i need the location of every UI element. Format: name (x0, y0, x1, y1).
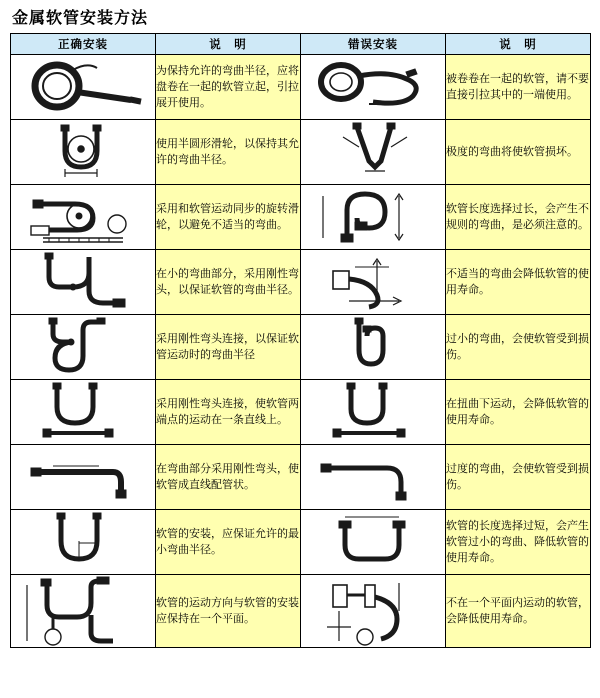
figure-cell-wrong (301, 120, 446, 185)
page-title: 金属软管安装方法 (12, 8, 149, 27)
figure-cell-wrong (301, 250, 446, 315)
hose-bent-sharp-v-icon (303, 121, 443, 183)
improper-tight-bend-at-fitting-icon (303, 251, 443, 313)
header-correct-installation: 正确安装 (11, 34, 156, 55)
hose-installation-table (10, 33, 591, 648)
description-wrong: 极度的弯曲将使软管损坏。 (446, 120, 591, 185)
figure-cell-wrong (301, 445, 446, 510)
description-wrong: 软管的长度选择过短，会产生软管过小的弯曲、降低软管的使用寿命。 (446, 510, 591, 575)
figure-cell-wrong (301, 575, 446, 648)
table-row (11, 380, 591, 445)
figure-cell-wrong (301, 510, 446, 575)
hose-min-bend-radius-u-loop-icon (13, 511, 153, 573)
description-wrong: 不适当的弯曲会降低软管的使用寿命。 (446, 250, 591, 315)
table-row (11, 575, 591, 648)
coiled-hose-pulled-from-coil-icon (303, 56, 443, 118)
rigid-elbow-straight-pipe-layout-icon (13, 446, 153, 508)
figure-cell-wrong (301, 55, 446, 120)
description-wrong: 不在一个平面内运动的软管，会降低使用寿命。 (446, 575, 591, 648)
description-correct: 使用半圆形滑轮，以保持其允许的弯曲半径。 (156, 120, 301, 185)
header-wrong-description: 说 明 (446, 34, 591, 55)
figure-cell-correct (11, 380, 156, 445)
description-wrong: 软管长度选择过长，会产生不规则的弯曲，是必须注意的。 (446, 185, 591, 250)
description-correct: 在弯曲部分采用刚性弯头，使软管成直线配管状。 (156, 445, 301, 510)
rigid-elbow-connection-u-shape-icon (13, 316, 153, 378)
hose-too-long-small-bend-radius-icon (303, 511, 443, 573)
description-correct: 采用刚性弯头连接，使软管两端点的运动在一条直线上。 (156, 380, 301, 445)
excessive-bend-at-corner-icon (303, 446, 443, 508)
figure-cell-correct (11, 315, 156, 380)
figure-cell-correct (11, 185, 156, 250)
table-row (11, 510, 591, 575)
hose-over-semicircular-sheave-icon (13, 121, 153, 183)
description-wrong: 过度的弯曲，会使软管受到损伤。 (446, 445, 591, 510)
hose-twisted-under-motion-icon (303, 381, 443, 443)
table-header-row (11, 34, 591, 55)
table-row (11, 55, 591, 120)
description-correct: 在小的弯曲部分，采用刚性弯头，以保证软管的弯曲半径。 (156, 250, 301, 315)
table-row (11, 185, 591, 250)
hose-with-rotating-sheave-chain-icon (13, 186, 153, 248)
figure-cell-correct (11, 250, 156, 315)
description-wrong: 被卷卷在一起的软管，请不要直接引拉其中的一端使用。 (446, 55, 591, 120)
table-row (11, 445, 591, 510)
figure-cell-correct (11, 55, 156, 120)
figure-cell-wrong (301, 315, 446, 380)
table-row (11, 315, 591, 380)
rigid-bend-at-small-radius-icon (13, 251, 153, 313)
description-wrong: 过小的弯曲，会使软管受到损伤。 (446, 315, 591, 380)
header-correct-description: 说 明 (156, 34, 301, 55)
over-tight-bend-u-shape-icon (303, 316, 443, 378)
figure-cell-correct (11, 510, 156, 575)
coiled-hose-standing-coil-icon (13, 56, 153, 118)
figure-cell-wrong (301, 380, 446, 445)
table-row (11, 120, 591, 185)
description-correct: 采用刚性弯头连接，以保证软管运动时的弯曲半径 (156, 315, 301, 380)
hose-too-long-irregular-bend-icon (303, 186, 443, 248)
rigid-elbows-both-ends-straight-line-icon (13, 381, 153, 443)
header-wrong-installation: 错误安装 (301, 34, 446, 55)
description-wrong: 在扭曲下运动，会降低软管的使用寿命。 (446, 380, 591, 445)
figure-cell-wrong (301, 185, 446, 250)
figure-cell-correct (11, 445, 156, 510)
hose-motion-out-of-plane-icon (303, 575, 443, 647)
figure-cell-correct (11, 575, 156, 648)
description-correct: 为保持允许的弯曲半径，应将盘卷在一起的软管立起，引拉展开使用。 (156, 55, 301, 120)
description-correct: 采用和软管运动同步的旋转滑轮，以避免不适当的弯曲。 (156, 185, 301, 250)
description-correct: 软管的运动方向与软管的安装应保持在一个平面。 (156, 575, 301, 648)
hose-motion-same-plane-icon (13, 575, 153, 647)
figure-cell-correct (11, 120, 156, 185)
table-row (11, 250, 591, 315)
description-correct: 软管的安装，应保证允许的最小弯曲半径。 (156, 510, 301, 575)
